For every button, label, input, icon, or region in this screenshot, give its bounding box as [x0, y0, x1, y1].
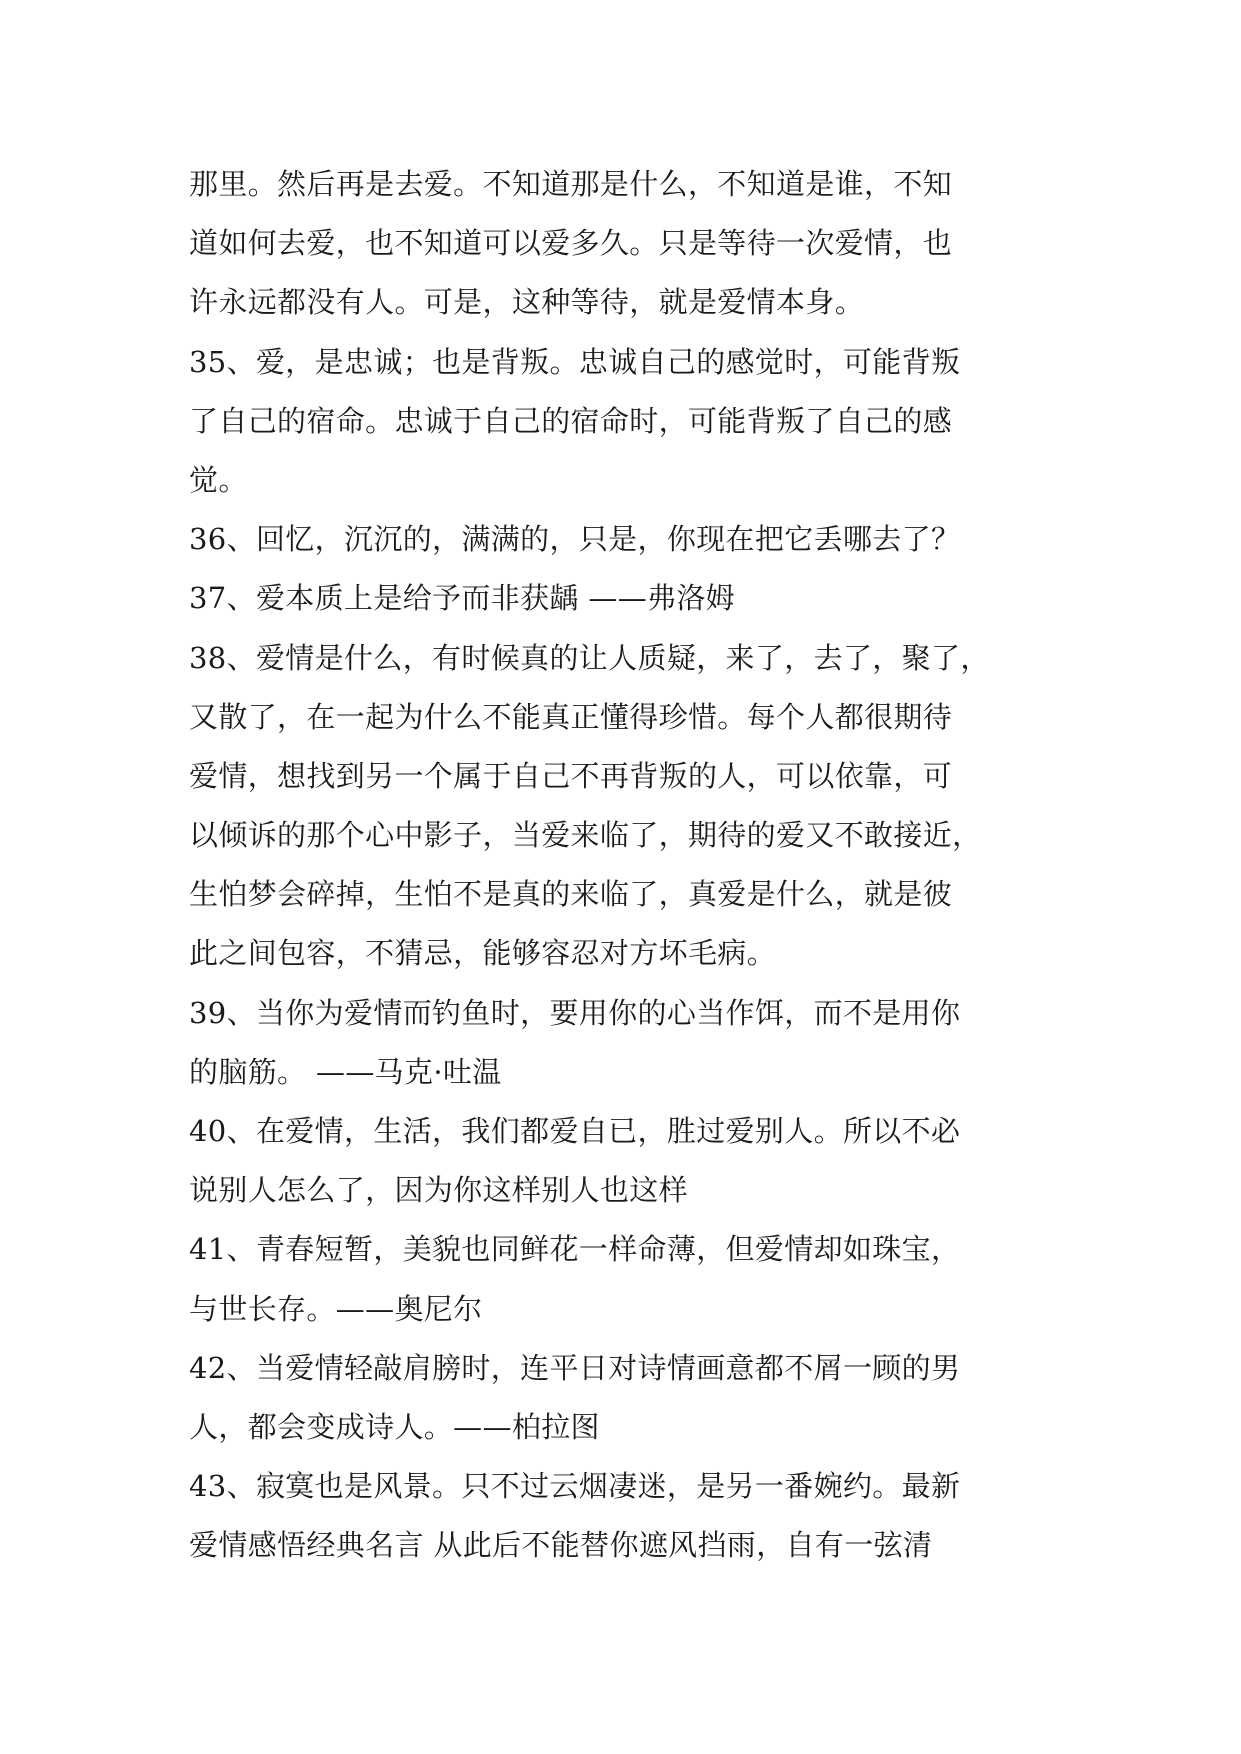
text-line: 36、回忆，沉沉的，满满的，只是，你现在把它丢哪去了？ [189, 522, 961, 557]
text-line: 35、爱，是忠诚；也是背叛。忠诚自己的感觉时，可能背叛 [189, 344, 961, 379]
text-line: 那里。然后再是去爱。不知道那是什么，不知道是谁，不知 [189, 167, 953, 201]
text-line: 37、爱本质上是给予而非获龋 ——弗洛姆 [189, 581, 736, 616]
text-line: 39、当你为爱情而钓鱼时，要用你的心当作饵，而不是用你 [189, 995, 961, 1030]
text-line: 了自己的宿命。忠诚于自己的宿命时，可能背叛了自己的感 [189, 403, 953, 438]
text-line: 生怕梦会碎掉，生怕不是真的来临了，真爱是什么，就是彼 [189, 877, 953, 912]
text-line: 以倾诉的那个心中影子，当爱来临了，期待的爱又不敢接近， [189, 818, 982, 853]
text-line: 41、青春短暂，美貌也同鲜花一样命薄，但爱情却如珠宝， [189, 1232, 961, 1267]
text-line: 爱情感悟经典名言 从此后不能替你遮风挡雨，自有一弦清 [189, 1528, 933, 1563]
text-line: 43、寂寞也是风景。只不过云烟凄迷，是另一番婉约。最新 [189, 1469, 961, 1504]
text-line: 42、当爱情轻敲肩膀时，连平日对诗情画意都不屑一顾的男 [189, 1350, 961, 1385]
text-line: 道如何去爱，也不知道可以爱多久。只是等待一次爱情，也 [189, 226, 953, 261]
text-line: 人，都会变成诗人。——柏拉图 [189, 1409, 600, 1444]
text-line: 许永远都没有人。可是，这种等待，就是爱情本身。 [189, 285, 865, 320]
text-line: 此之间包容，不猜忌，能够容忍对方坏毛病。 [189, 936, 777, 971]
text-line: 又散了，在一起为什么不能真正懂得珍惜。每个人都很期待 [189, 699, 953, 734]
text-line: 爱情，想找到另一个属于自己不再背叛的人，可以依靠，可 [189, 758, 953, 793]
text-line: 说别人怎么了，因为你这样别人也这样 [189, 1173, 688, 1208]
text-line: 与世长存。——奥尼尔 [189, 1291, 483, 1326]
document-body [189, 155, 1069, 1576]
text-line: 觉。 [189, 462, 248, 497]
text-line: 的脑筋。 ——马克·吐温 [189, 1054, 502, 1089]
text-line: 38、爱情是什么，有时候真的让人质疑，来了，去了，聚了， [189, 640, 990, 675]
text-line: 40、在爱情，生活，我们都爱自已，胜过爱别人。所以不必 [189, 1114, 961, 1148]
